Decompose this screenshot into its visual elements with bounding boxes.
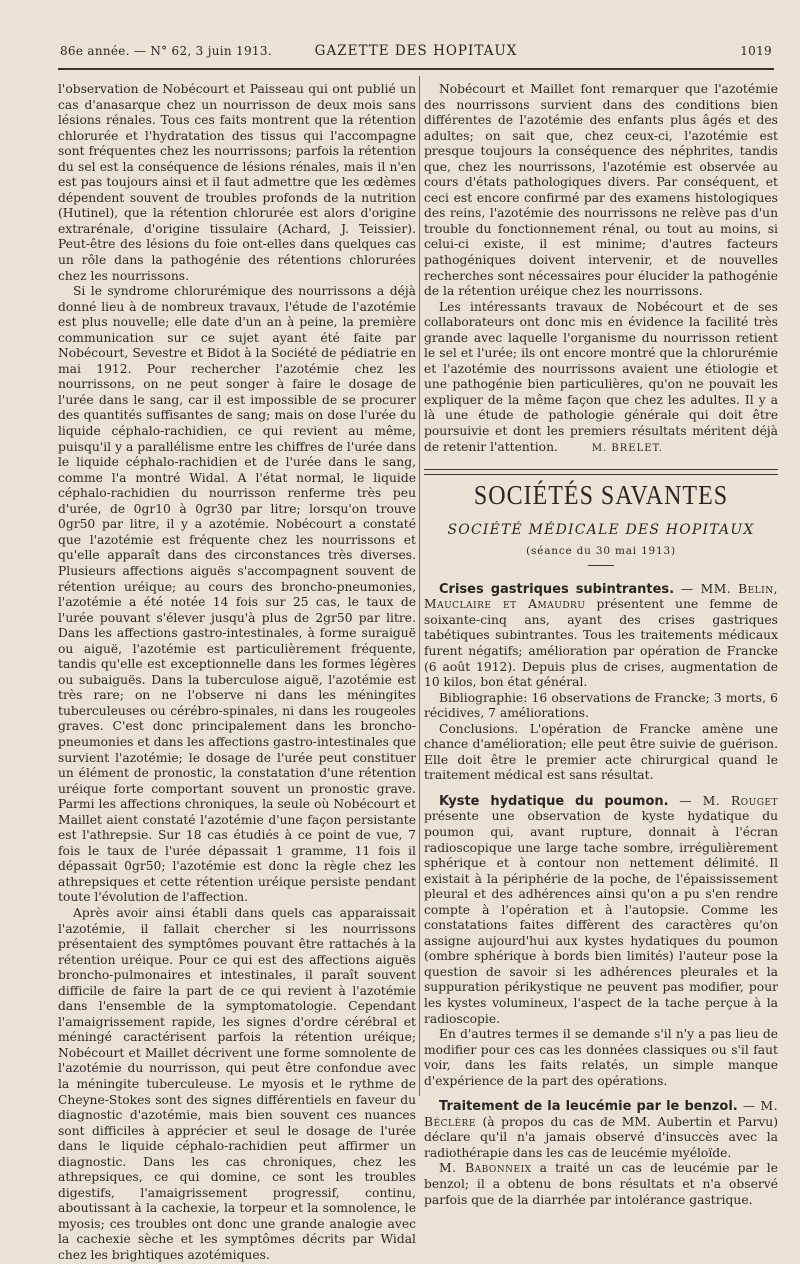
- right-column: [424, 82, 778, 1208]
- paragraph: l'observation de Nobécourt et Paisseau qui ont publié un cas d'anasarque chez un nourrisson de deux mois sans lésions rénales. Tous ces faits montrent que la rétention chlorurée et l'hydratation des tissus qui l'accompagne sont fréquentes chez les nourrissons; parfois la rétention du sel est la conséquence de lésions rénales, mais il n'en est pas toujours ainsi et il faut admettre que les œdèmes dépendent souvent de troubles profonds de la nutrition (Hutinel), que la rétention chlorurée est alors d'origine extrarénale, d'origine tissulaire (Achard, J. Teissier). Peut-être des lésions du foie ont-elles dans quelques cas un rôle dans la pathogénie des rétentions chlorurées chez les nourrissons.: [58, 82, 416, 283]
- paragraph-text: Les intéressants travaux de Nobécourt et de ses collaborateurs ont donc mis en évidence la facilité très grande avec laquelle l'organisme du nourrisson retient le sel et l'urée; ils ont encore montré que la chlorurémie et l'azotémie des nourrissons avaient une étiologie et une pathogénie bien particulières, qu'on ne pouvait les expliquer de la même façon que chez les adultes. Il y a là une étude de pathologie générale qui doit être poursuivie et dont les premiers résultats méritent déjà de retenir l'attention.: [424, 299, 778, 454]
- society-title: SOCIÉTÉ MÉDICALE DES HOPITAUX: [447, 521, 755, 538]
- article-title: Kyste hydatique du poumon.: [439, 793, 669, 809]
- paragraph: Si le syndrome chlorurémique des nourrissons a déjà donné lieu à de nombreux travaux, l'étude de l'azotémie est plus nouvelle; elle date d'un an à peine, la première communication sur ce sujet ayant été faite par Nobécourt, Sevestre et Bidot à la Société de pédiatrie en mai 1912. Pour rechercher l'azotémie chez les nourrissons, on ne peut songer à faire le dosage de l'urée dans le sang, car il est impossible de se procurer des quantités suffisantes de sang; mais on dose l'urée du liquide céphalo-rachidien, ce qui revient au même, puisqu'il y a parallélisme entre les chiffres de l'urée dans le liquide céphalo-rachidien et de l'urée dans le sang, comme l'a montré Widal. A l'état normal, le liquide céphalo-rachidien du nourrisson renferme très peu d'urée, de 0gr10 à 0gr30 par litre; lorsqu'on trouve 0gr50 par litre, il y a azotémie. Nobécourt a constaté que l'azotémie est fréquente chez les nourrissons et qu'elle apparaît dans des circonstances très diverses. Plusieurs affections aiguës s'accompagnent souvent de rétention uréique; au cours des broncho-pneumonies, l'azotémie a été notée 14 fois sur 25 cas, le taux de l'urée pouvant s'élever jusqu'à plus de 2gr50 par litre. Dans les affections gastro-intestinales, à forme suraiguë ou aiguë, l'azotémie est particulièrement fréquente, tandis qu'elle est exceptionnelle dans les formes légères ou subaiguës. Dans la tuberculose aiguë, l'azotémie est très rare; on ne l'observe ni dans les méningites tuberculeuses ou cérébro-spinales, ni dans les rougeoles graves. C'est donc principalement dans les broncho-pneumonies et dans les affections gastro-intestinales que survient l'azotémie; le dosage de l'urée peut constituer un élément de pronostic, la constatation d'une rétention uréique forte comportant souvent un pronostic grave. Parmi les affections chroniques, la seule où Nobécourt et Maillet aient constaté l'azotémie d'une façon persistante est l'athrepsie. Sur 18 cas étudiés à ce point de vue, 7 fois le taux de l'urée dépassait 1 gramme, 11 fois il dépassait 0gr50; l'azotémie est donc la règle chez les athrepsiques et cette rétention uréique persiste pendant toute l'évolution de l'affection.: [58, 284, 416, 905]
- paragraph: Conclusions. L'opération de Francke amène une chance d'amélioration; elle peut être suivie de guérison. Elle doit être le premier acte chirurgical quand le traitement médical est sans résultat.: [424, 721, 778, 783]
- section-title: SOCIÉTÉS SAVANTES: [473, 481, 729, 511]
- article-text: (à propos du cas de MM. Aubertin et Parvu) déclare qu'il n'a jamais observé d'insuccès avec la radiothérapie dans les cas de leucémie myéloïde.: [424, 1114, 778, 1160]
- spacer: [424, 784, 778, 794]
- article-title: Crises gastriques subintrantes.: [439, 581, 675, 597]
- section-rule: [424, 469, 778, 475]
- running-header: [60, 40, 772, 64]
- paragraph: Après avoir ainsi établi dans quels cas apparaissait l'azotémie, il fallait chercher si les nourrissons présentaient des symptômes pouvant être rattachés à la rétention uréique. Pour ce qui est des affections aiguës broncho-pulmonaires et intestinales, il paraît souvent difficile de faire la part de ce qui revient à l'azotémie dans l'ensemble de la symptomatologie. Cependant l'amaigrissement rapide, les signes d'ordre cérébral et méningé caractérisent parfois la rétention uréique; Nobécourt et Maillet décrivent une forme somnolente de l'azotémie du nourrisson, qui peut être confondue avec la méningite tuberculeuse. Le myosis et le rythme de Cheyne-Stokes sont des signes différentiels en faveur du diagnostic d'azotémie, mais bien souvent ces nuances sont difficiles à apprécier et seul le dosage de l'urée dans le liquide céphalo-rachidien peut affirmer un diagnostic. Dans les cas chroniques, chez les athrepsiques, ce qui domine, ce sont les troubles digestifs, l'amaigrissement progressif, continu, aboutissant à la cachexie, la torpeur et la somnolence, le myosis; ces troubles ont donc une grande analogie avec la cachexie sèche et les symptômes décrits par Widal chez les brightiques azotémiques.: [58, 905, 416, 1263]
- paragraph: En d'autres termes il se demande s'il n'y a pas lieu de modifier pour ces cas les données classiques ou s'il faut voir, dans les faits relatés, un simple manque d'expérience de la part des opérations.: [424, 1027, 778, 1088]
- paragraph: [424, 1161, 778, 1208]
- short-rule: [588, 565, 614, 566]
- article-authors: — MM. Belin, Mauclaire et Amaudru: [424, 581, 778, 612]
- article-text: présentent une femme de soixante-cinq ans, ayant des crises gastriques tabétiques subintrantes. Tous les traitements médicaux furent négatifs; amélioration par opération de Francke (6 août 1912). Depuis plus de crises, augmentation de 10 kilos, bon état général.: [424, 597, 778, 690]
- journal-title: GAZETTE DES HOPITAUX: [314, 43, 518, 59]
- author-signature: M. BRELET.: [591, 442, 663, 454]
- article-text: présente une observation de kyste hydatique du poumon qui, avant rupture, donnait à l'écran radioscopique une large tache sombre, irrégulièrement sphérique et à contour non nettement délimité. Il existait à la périphérie de la poche, de l'épaississement pleural et des adhérences ainsi qu'on a pu s'en rendre compte à l'opération et à l'autopsie. Comme les constatations faites diffèrent des caractères qu'on assigne aujourd'hui aux kystes hydatiques du poumon (ombre sphérique à bords bien limités) l'auteur pose la question de savoir si les adhérences pleurales et la suppuration périkystique ne peuvent pas modifier, pour les kystes volumineux, l'aspect de la tache perçue à la radioscopie.: [424, 809, 778, 1026]
- left-column: [58, 82, 416, 1264]
- article-crises-gastriques: [424, 582, 778, 691]
- article-leucemie-benzol: [424, 1099, 778, 1161]
- issue-info: 86e année. — N° 62, 3 juin 1913.: [60, 44, 272, 58]
- article-authors: — M. Béclère: [424, 1099, 778, 1129]
- article-authors: — M. Rouget: [668, 793, 778, 808]
- paragraph: [424, 300, 778, 456]
- article-authors: M. Babonneix: [439, 1161, 532, 1176]
- page-number: 1019: [740, 44, 772, 58]
- article-text: a traité un cas de leucémie par le benzol; il a obtenu de bons résultats et n'a observé parfois que de la diarrhée par intolérance gastrique.: [424, 1161, 778, 1207]
- article-title: Traitement de la leucémie par le benzol.: [439, 1099, 738, 1115]
- spacer: [424, 1089, 778, 1099]
- paragraph: Nobécourt et Maillet font remarquer que l'azotémie des nourrissons survient dans des conditions bien différentes de l'azotémie des enfants plus âgés et des adultes; on sait que, chez ceux-ci, l'azotémie est presque toujours la conséquence des néphrites, tandis que, chez les nourrissons, l'azotémie est observée au cours d'états pathologiques divers. Par conséquent, et ceci est encore confirmé par des examens histologiques des reins, l'azotémie des nourrissons ne relève pas d'un trouble du fonctionnement rénal, ou tout au moins, si celui-ci existe, il est minime; d'autres facteurs pathogéniques doivent intervenir, et de nouvelles recherches sont nécessaires pour élucider la pathogénie de la rétention uréique chez les nourrissons.: [424, 82, 778, 299]
- article-kyste-hydatique: [424, 794, 778, 1027]
- column-divider: [419, 76, 420, 1096]
- header-rule: [58, 68, 774, 70]
- seance-date: (séance du 30 mai 1913): [526, 545, 676, 558]
- paragraph: Bibliographie: 16 observations de Francke; 3 morts, 6 récidives, 7 améliorations.: [424, 690, 778, 721]
